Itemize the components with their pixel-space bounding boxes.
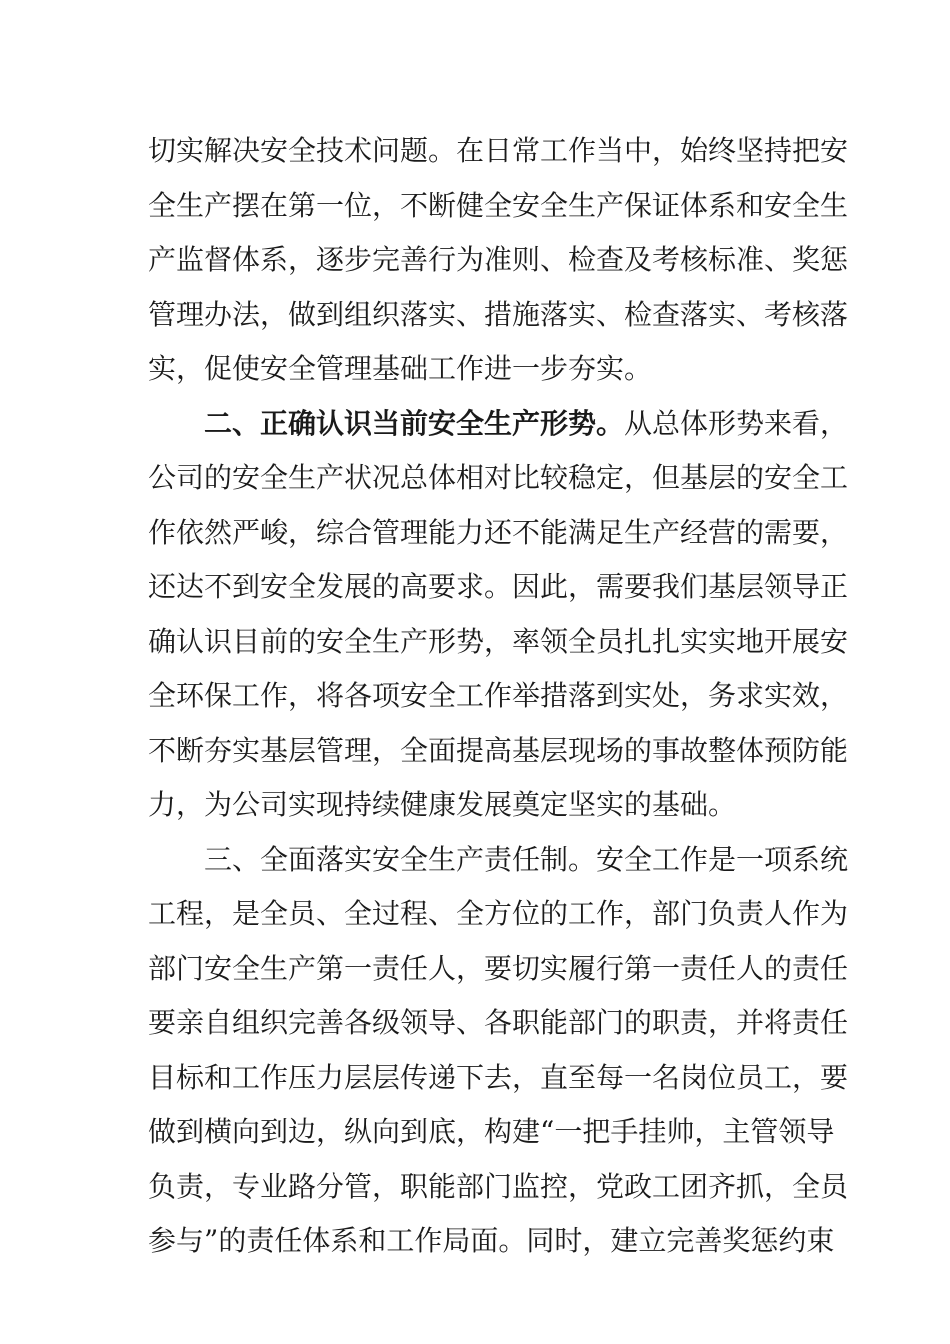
paragraph-first-line: [148, 397, 849, 452]
paragraph-line: 负责，专业路分管，职能部门监控，党政工团齐抓，全员: [148, 1169, 849, 1203]
paragraph-line: 做到横向到边，纵向到底，构建“一把手挂帅，主管领导: [148, 1115, 835, 1148]
paragraph-line: 作依然严峻，综合管理能力还不能满足生产经营的需要，: [148, 515, 849, 549]
paragraph-line: 产监督体系，逐步完善行为准则、检查及考核标准、奖惩: [148, 243, 849, 276]
paragraph-1: [148, 124, 849, 397]
paragraph-line: 不断夯实基层管理，全面提高基层现场的事故整体预防能: [148, 733, 849, 767]
paragraph-line: 部门安全生产第一责任人，要切实履行第一责任人的责任: [148, 951, 849, 985]
paragraph-line: 力，为公司实现持续健康发展奠定坚实的基础。: [148, 788, 737, 821]
paragraph-line: 切实解决安全技术问题。在日常工作当中，始终坚持把安: [148, 134, 849, 167]
paragraph-line: 目标和工作压力层层传递下去，直至每一名岗位员工，要: [148, 1060, 849, 1094]
paragraph-line: 全生产摆在第一位，不断健全安全生产保证体系和安全生: [148, 188, 849, 222]
paragraph-line: 管理办法，做到组织落实、措施落实、检查落实、考核落: [148, 297, 849, 331]
paragraph-2: [148, 397, 849, 833]
heading-continuation: 从总体形势来看，: [624, 406, 849, 440]
paragraph-line: 要亲自组织完善各级领导、各职能部门的职责，并将责任: [148, 1006, 849, 1039]
paragraph-line: 还达不到安全发展的高要求。因此，需要我们基层领导正: [148, 570, 849, 603]
paragraph-line: 参与”的责任体系和工作局面。同时，建立完善奖惩约束: [148, 1224, 835, 1257]
paragraph-line: 全环保工作，将各项安全工作举措落到实处，务求实效，: [148, 679, 849, 712]
document-body: [148, 124, 849, 1269]
paragraph-line: 公司的安全生产状况总体相对比较稳定，但基层的安全工: [148, 461, 849, 494]
paragraph-line: 工程，是全员、全过程、全方位的工作，部门负责人作为: [148, 897, 849, 930]
paragraph-first-line: 三、全面落实安全生产责任制。安全工作是一项系统: [204, 842, 849, 876]
section-heading: 二、正确认识当前安全生产形势。: [204, 406, 625, 440]
paragraph-line: 实，促使安全管理基础工作进一步夯实。: [148, 352, 653, 385]
paragraph-3: [148, 833, 849, 1269]
paragraph-line: 确认识目前的安全生产形势，率领全员扎扎实实地开展安: [148, 624, 849, 658]
